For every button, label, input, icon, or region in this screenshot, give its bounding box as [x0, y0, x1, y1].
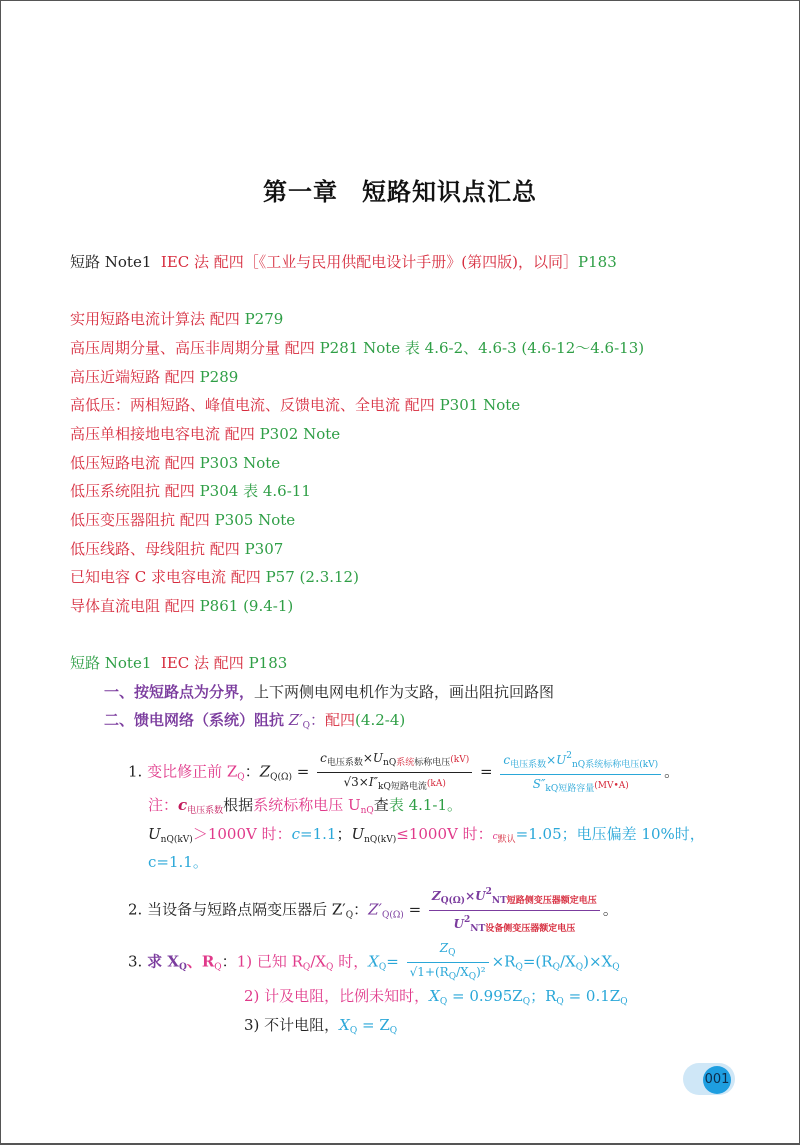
frac-b-s: S″ — [532, 777, 546, 791]
item-two-colon: ： — [353, 900, 369, 919]
formula-tail3: /X — [559, 952, 576, 971]
topic-ref: 配四 — [230, 568, 261, 586]
topic-page: P57 (2.3.12) — [265, 568, 359, 586]
section-two-head: 二、馈电网络（系统）阻抗 — [104, 711, 285, 729]
frac3-z: Z — [439, 941, 449, 955]
item-two: 2. 当设备与短路点隔变压器后 $Z'_Q$：$Z'_{Q(\Omega)}$ = $\frac{Z_{Q(\Omega)}\times U^2_{NT短路侧变压器额定电压}}{U^2_{NT设备侧变压器额定电压}}$ 。 — [128, 884, 618, 937]
formula-lhs-sub: Q — [378, 962, 387, 973]
note-mid: 根据 — [223, 796, 254, 814]
section-two-eq: (4.2-4) — [355, 711, 406, 729]
topic-name: 低压系统阻抗 — [70, 482, 161, 500]
frac2-z: Z — [431, 889, 441, 903]
item-three-label-sub: Q — [178, 962, 187, 973]
item-two-number: 2. — [128, 900, 143, 919]
item-two-end: 。 — [602, 900, 618, 919]
frac2-den-sub: NT — [470, 924, 486, 934]
frac-a-unit: (kV) — [450, 755, 470, 765]
formula-tail2-sub: Q — [552, 962, 560, 973]
topic-ref: 配四 — [404, 396, 435, 414]
topic-page: P861 (9.4-1) — [199, 597, 294, 615]
section-two — [104, 710, 405, 736]
case-three-x: X — [339, 1016, 350, 1034]
formula-eq: = — [386, 952, 399, 971]
item-one: 1. 变比修正前 $Z_Q$：$Z_{Q(\Omega)}$ = $\frac{c_{电压系数}\times U_{nQ系统标称电压}(kV)}{√3\times I''_{kQ短路电流}(kA)}$ = $\frac{c_{电压系数}\times U^2_{nQ系统标称电压(kV)}}{S''_{kQ短路容量}(MV•A)}$ 。 — [128, 748, 679, 797]
frac3-den3: )² — [476, 965, 486, 979]
topic-item — [70, 424, 340, 444]
case-two-label: 2) 计及电阻，比例未知时， — [244, 987, 430, 1005]
topic-item — [70, 596, 293, 616]
topic-name: 高压近端短路 — [70, 368, 161, 386]
cond-c1: c — [291, 825, 300, 843]
frac2-u-sub2: 短路侧变压器额定电压 — [506, 896, 597, 906]
topic-page: P302 Note — [259, 425, 341, 443]
topic-ref: 配四 — [164, 454, 195, 472]
topic-ref: 配四 — [209, 540, 240, 558]
topic-page: P279 — [244, 310, 284, 328]
frac-b-u-sup: 2 — [566, 751, 573, 761]
item-three-fraction — [407, 940, 489, 985]
frac3-den-sub: Q — [448, 972, 457, 982]
case-two-zx-sub: Q — [522, 997, 531, 1007]
note-look: 查 — [373, 796, 389, 814]
frac3-z-sub: Q — [448, 948, 456, 958]
item-three-number: 3. — [128, 952, 143, 971]
frac-b-c-sub: 电压系数 — [510, 760, 547, 770]
topic-name: 低压短路电流 — [70, 454, 161, 472]
section-one-body: 上下两侧电网电机作为支路，画出阻抗回路图 — [254, 683, 555, 701]
frac-a-den-unit: (kA) — [426, 779, 446, 789]
note-label: 短路 Note1 — [70, 654, 152, 672]
note-method: IEC 法 配四 — [160, 654, 244, 672]
formula-tail3-sub: Q — [575, 962, 584, 973]
section-two-ref: 配四 — [325, 711, 356, 729]
frac-a-ik-sub: kQ短路电流 — [378, 782, 427, 792]
topic-item — [70, 567, 359, 587]
note-c-sub: 电压系数 — [187, 806, 224, 816]
ref-page: P183 — [578, 253, 617, 271]
case-two-zr-sub: Q — [620, 997, 628, 1007]
frac-a-c-sub: 电压系数 — [326, 758, 363, 768]
cond-t1: ＞1000V 时： — [192, 825, 292, 843]
cond-semi: ； — [336, 825, 352, 843]
formula-tail2: =(R — [522, 952, 553, 971]
cond-c2-sub: 默认 — [497, 835, 516, 845]
topic-ref: 配四 — [179, 511, 210, 529]
note-lead: 注： — [148, 796, 179, 814]
cond-u1: U — [148, 825, 161, 843]
item-one-label-sub: Q — [237, 772, 245, 783]
case-three-x-sub: Q — [349, 1026, 358, 1036]
frac-a-u: ×U — [362, 751, 384, 765]
frac2-z-sub: Q(Ω) — [440, 896, 466, 906]
note-system-voltage: 系统标称电压 U — [253, 796, 361, 814]
frac-a-sqrt: √3 — [343, 775, 359, 789]
topic-item — [70, 510, 295, 530]
topic-name: 高压单相接地电容电流 — [70, 425, 221, 443]
frac3-den2-sub: Q — [468, 972, 477, 982]
note-c: c — [178, 796, 188, 814]
topic-item — [70, 338, 644, 358]
item-three-label: 求 X — [147, 952, 179, 971]
frac-a-c: c — [320, 751, 327, 765]
note-table: 表 4.1-1。 — [388, 796, 463, 814]
case-three-z-sub: Q — [389, 1026, 398, 1036]
item-two-lhs: Z′ — [368, 900, 382, 919]
item-two-lhs-sub: Q(Ω) — [381, 910, 404, 921]
cond-v1: =1.1 — [300, 825, 337, 843]
section-one-head: 一、按短路点为分界， — [104, 683, 255, 701]
frac-b-c: c — [503, 753, 511, 767]
note-reference — [70, 653, 287, 673]
item-one-colon: ： — [244, 762, 260, 781]
cond-u2-sub: nQ(kV) — [364, 835, 397, 845]
chapter-number: 第一章 — [263, 177, 338, 206]
cond-u2: U — [351, 825, 365, 843]
topic-name: 实用短路电流计算法 — [70, 310, 206, 328]
ref-note-label: 短路 Note1 — [70, 253, 152, 271]
item-one-end: 。 — [664, 762, 680, 781]
frac2-u-sub: NT — [491, 896, 507, 906]
voltage-condition — [148, 824, 705, 850]
case-one-b: /X — [310, 952, 327, 971]
frac-a-u-sub3: 标称电压 — [414, 758, 451, 768]
topic-name: 已知电容 C 求电容电流 — [70, 568, 227, 586]
item-one-number: 1. — [128, 762, 143, 781]
item-three-sep: 、R — [186, 952, 215, 971]
topic-page: P304 表 4.6-11 — [199, 482, 311, 500]
cond-t2: ≤1000V 时： — [396, 825, 493, 843]
topic-name: 导体直流电阻 — [70, 597, 161, 615]
case-two — [244, 986, 628, 1012]
case-three-z: = Z — [357, 1016, 390, 1034]
section-two-colon: ： — [310, 711, 326, 729]
frac2-den-sub2: 设备侧变压器额定电压 — [485, 924, 576, 934]
case-two-zx: = 0.995Z — [447, 987, 523, 1005]
topic-name: 高低压：两相短路、峰值电流、反馈电流、全电流 — [70, 396, 401, 414]
case-two-x-sub: Q — [439, 997, 448, 1007]
cond-v2: =1.05；电压偏差 10%时， — [515, 825, 705, 843]
formula-tail4-sub: Q — [612, 962, 620, 973]
page-number: 001 — [703, 1066, 731, 1094]
reference-line — [70, 252, 617, 272]
item-three-colon: ： — [221, 952, 237, 971]
formula-tail4: )×X — [583, 952, 613, 971]
frac-b-s-sub: kQ短路容量 — [545, 784, 595, 794]
case-three — [244, 1015, 397, 1041]
item-one-fraction-b — [500, 748, 661, 797]
frac2-u-sup: 2 — [485, 887, 492, 897]
frac-a-u-sub: nQ — [383, 758, 397, 768]
item-one-lhs: Z — [259, 762, 271, 781]
topic-ref: 配四 — [209, 310, 240, 328]
case-two-zr: = 0.1Z — [563, 987, 621, 1005]
item-one-label: 变比修正前 Z — [147, 762, 238, 781]
item-two-label: 当设备与短路点隔变压器后 Z′ — [147, 900, 346, 919]
case-one-label: 1) 已知 R — [236, 952, 303, 971]
case-one-c: 时， — [333, 952, 369, 971]
topic-ref: 配四 — [164, 597, 195, 615]
case-three-label: 3) 不计电阻， — [244, 1016, 340, 1034]
topic-page: P281 Note 表 4.6-2、4.6-3 (4.6-12～4.6-13) — [319, 339, 645, 357]
chapter-title — [0, 172, 800, 207]
item-two-fraction — [429, 884, 600, 937]
topic-item — [70, 395, 520, 415]
section-two-symbol: Z′ — [288, 711, 303, 729]
chapter-name: 短路知识点汇总 — [362, 177, 537, 206]
case-two-r-sub: Q — [556, 997, 564, 1007]
topic-item — [70, 309, 283, 329]
voltage-factor-note — [148, 795, 462, 821]
frac2-u: ×U — [465, 889, 486, 903]
frac-b-u: ×U — [546, 753, 567, 767]
note-page: P183 — [248, 654, 288, 672]
cond-line2: c=1.1。 — [148, 853, 208, 871]
frac2-den-u: U — [453, 917, 464, 931]
item-three — [128, 940, 620, 985]
case-one-sub: Q — [302, 962, 311, 973]
topic-page: P289 — [199, 368, 239, 386]
case-two-x: X — [429, 987, 440, 1005]
cond-c2: c — [492, 832, 498, 842]
frac-a-ik: ×I″ — [358, 775, 379, 789]
cond-u1-sub: nQ(kV) — [160, 835, 193, 845]
frac3-den: √1+(R — [409, 965, 449, 979]
formula-lhs: X — [368, 952, 379, 971]
topic-page: P301 Note — [439, 396, 521, 414]
formula-tail: ×R — [491, 952, 516, 971]
topic-ref: 配四 — [164, 368, 195, 386]
section-two-symbol-sub: Q — [302, 721, 311, 731]
topic-name: 低压线路、母线阻抗 — [70, 540, 206, 558]
ref-manual-text: IEC 法 配四［《工业与民用供配电设计手册》(第四版)，以同］ — [160, 253, 579, 271]
section-one — [104, 682, 554, 702]
topic-page: P303 Note — [199, 454, 281, 472]
item-one-fraction-a — [317, 750, 472, 795]
frac3-den2: /X — [456, 965, 469, 979]
topic-page: P305 Note — [214, 511, 296, 529]
topic-ref: 配四 — [164, 482, 195, 500]
case-one-b-sub: Q — [326, 962, 334, 973]
case-two-r: ；R — [530, 987, 557, 1005]
topic-page: P307 — [244, 540, 284, 558]
note-system-voltage-sub: nQ — [360, 806, 374, 816]
voltage-condition-cont — [148, 852, 208, 872]
topic-item — [70, 367, 238, 387]
formula-tail-sub: Q — [515, 962, 523, 973]
topic-ref: 配四 — [284, 339, 315, 357]
topic-ref: 配四 — [224, 425, 255, 443]
item-one-lhs-sub: Q(Ω) — [270, 772, 293, 783]
frac-b-den-unit: (MV•A) — [594, 781, 629, 791]
topic-item — [70, 481, 311, 501]
item-two-label-sub: Q — [345, 910, 354, 921]
frac-a-u-sub2: 系统 — [396, 758, 415, 768]
frac-b-u-sub: nQ系统标称电压(kV) — [572, 760, 659, 770]
topic-item — [70, 453, 280, 473]
topic-name: 低压变压器阻抗 — [70, 511, 176, 529]
topic-name: 高压周期分量、高压非周期分量 — [70, 339, 281, 357]
item-three-sep-sub: Q — [214, 962, 222, 973]
frac2-den-sup: 2 — [463, 915, 471, 925]
topic-item — [70, 539, 283, 559]
